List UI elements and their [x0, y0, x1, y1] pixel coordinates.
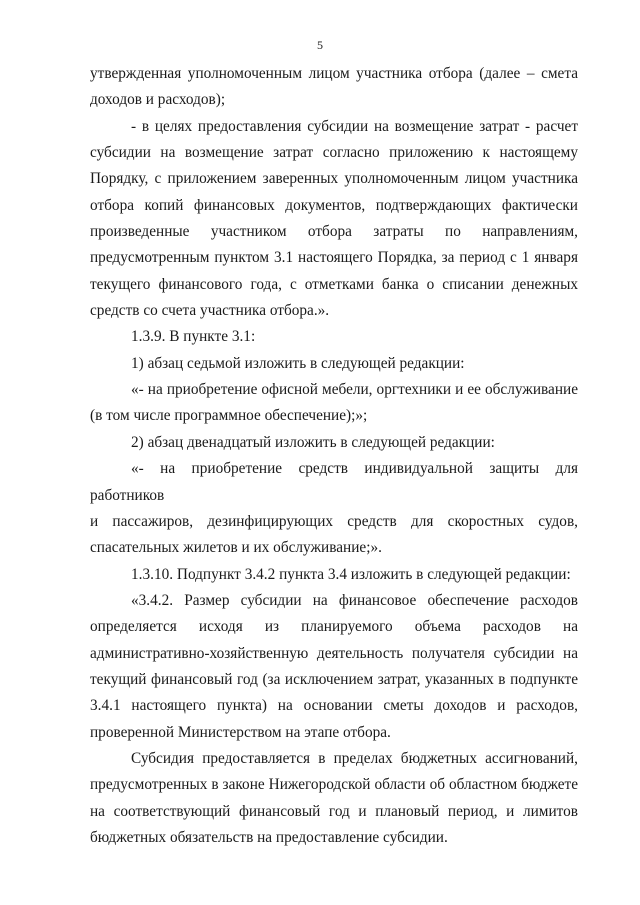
body-line: «- на приобретение средств индивидуальной защиты для работников [90, 460, 578, 504]
body-line: «- на приобретение офисной мебели, оргтехники и ее обслуживание [131, 381, 578, 399]
body-line: 1.3.9. В пункте 3.1: [131, 328, 256, 346]
body-line: доходов и расходов); [90, 91, 226, 109]
page-number: 5 [317, 38, 323, 52]
body-line: на соответствующий финансовый год и плановый период, и лимитов [90, 802, 578, 820]
body-line: средств со счета участника отбора.». [90, 302, 330, 320]
body-line: определяется исходя из планируемого объема расходов на [90, 618, 578, 636]
body-line: текущий финансовый год (за исключением затрат, указанных в подпункте [90, 670, 578, 688]
body-line: 1) абзац седьмой изложить в следующей редакции: [131, 354, 465, 372]
body-line: - в целях предоставления субсидии на возмещение затрат - расчет [131, 117, 578, 135]
body-line: и пассажиров, дезинфицирующих средств для скоростных судов, [90, 512, 578, 530]
document-body [90, 61, 578, 851]
body-line: 2) абзац двенадцатый изложить в следующей редакции: [131, 433, 495, 451]
body-line: субсидии на возмещение затрат согласно приложению к настоящему [90, 144, 578, 162]
body-line: отбора копий финансовых документов, подтверждающих фактически [90, 196, 578, 214]
body-line: бюджетных обязательств на предоставление субсидии. [90, 828, 448, 846]
body-line: текущего финансового года, с отметками банка о списании денежных [90, 275, 578, 293]
body-line: Субсидия предоставляется в пределах бюджетных ассигнований, [131, 749, 578, 767]
body-line: (в том числе программное обеспечение);»; [90, 407, 368, 425]
body-line: «3.4.2. Размер субсидии на финансовое обеспечение расходов [131, 591, 578, 609]
body-line: административно-хозяйственную деятельность получателя субсидии на [90, 644, 578, 662]
body-line: 3.4.1 настоящего пункта) на основании сметы доходов и расходов, [90, 697, 578, 715]
body-line: спасательных жилетов и их обслуживание;». [90, 539, 382, 557]
body-line: утвержденная уполномоченным лицом участника отбора (далее – смета [90, 65, 578, 82]
body-line: проверенной Министерством на этапе отбора. [90, 723, 391, 741]
body-line: 1.3.10. Подпункт 3.4.2 пункта 3.4 изложить в следующей редакции: [131, 565, 571, 583]
body-line: предусмотренных в законе Нижегородской области об областном бюджете [90, 776, 578, 794]
body-line: предусмотренным пунктом 3.1 настоящего Порядка, за период с 1 января [90, 249, 578, 267]
body-line: Порядку, с приложением заверенных уполномоченным лицом участника [90, 170, 578, 188]
body-line: произведенные участником отбора затраты по направлениям, [90, 223, 578, 241]
